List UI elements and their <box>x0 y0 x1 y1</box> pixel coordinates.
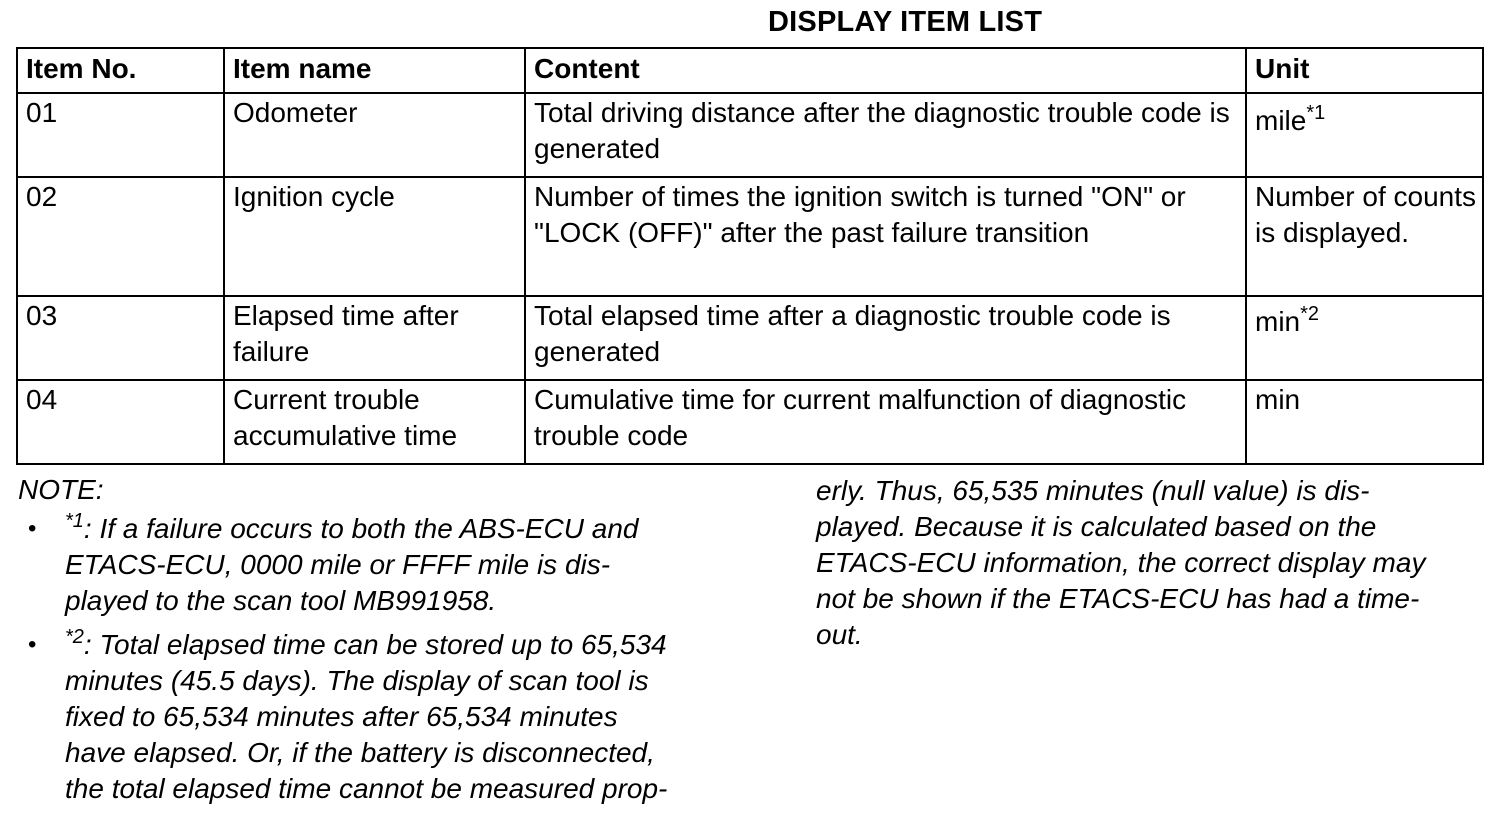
table-row <box>17 296 1483 380</box>
note-item <box>26 627 746 807</box>
cell-item-name: Current trouble accumulative time <box>224 380 525 464</box>
display-item-table <box>16 47 1484 465</box>
cell-unit <box>1246 380 1483 464</box>
footnote-marker: *2 <box>65 626 84 648</box>
bullet-icon: • <box>28 631 37 658</box>
footnote-marker: *1 <box>65 510 84 532</box>
cell-unit <box>1246 93 1483 177</box>
cell-item-no: 03 <box>17 296 224 380</box>
cell-item-name: Ignition cycle <box>224 177 525 296</box>
note-heading: NOTE: <box>18 474 104 505</box>
cell-item-name: Elapsed time after failure <box>224 296 525 380</box>
cell-unit <box>1246 296 1483 380</box>
bullet-icon: • <box>28 515 37 542</box>
note-line: minutes (45.5 days). The display of scan tool is <box>65 665 649 696</box>
footnote-ref: *2 <box>1300 303 1320 325</box>
cell-item-name: Odometer <box>224 93 525 177</box>
note-line: have elapsed. Or, if the battery is disconnected, <box>65 737 655 768</box>
cell-item-no: 01 <box>17 93 224 177</box>
cell-unit <box>1246 177 1483 296</box>
note-line: fixed to 65,534 minutes after 65,534 minutes <box>65 701 618 732</box>
note-line: not be shown if the ETACS-ECU has had a time- <box>816 583 1420 614</box>
table-row <box>17 93 1483 177</box>
note-continuation <box>816 473 1486 653</box>
cell-item-no: 02 <box>17 177 224 296</box>
unit-text: min <box>1255 384 1301 415</box>
unit-text: min <box>1255 306 1301 337</box>
unit-text: mile <box>1255 105 1307 136</box>
note-item <box>26 511 746 619</box>
note-line: the total elapsed time cannot be measured prop- <box>65 773 668 804</box>
footnote-ref: *1 <box>1306 102 1326 124</box>
note-line <box>65 627 746 663</box>
note-line: played. Because it is calculated based on the <box>816 511 1377 542</box>
note-text: : Total elapsed time can be stored up to 65,534 <box>83 629 667 660</box>
table-header-row <box>17 48 1483 93</box>
table-row <box>17 177 1483 296</box>
note-text: : If a failure occurs to both the ABS-ECU and <box>83 513 639 544</box>
table-row <box>17 380 1483 464</box>
note-line <box>65 511 746 547</box>
header-item-name: Item name <box>224 48 525 93</box>
cell-content: Total driving distance after the diagnostic trouble code is generated <box>525 93 1246 177</box>
unit-text: Number of counts is displayed. <box>1255 181 1476 248</box>
note-list <box>26 511 746 815</box>
note-line: ETACS-ECU information, the correct display may <box>816 547 1426 578</box>
note-line: erly. Thus, 65,535 minutes (null value) is dis- <box>816 475 1370 506</box>
note-line: played to the scan tool MB991958. <box>65 585 497 616</box>
note-line: ETACS-ECU, 0000 mile or FFFF mile is dis- <box>65 549 611 580</box>
cell-content: Cumulative time for current malfunction of diagnostic trouble code <box>525 380 1246 464</box>
note-line: out. <box>816 619 863 650</box>
cell-content: Number of times the ignition switch is turned "ON" or "LOCK (OFF)" after the past failure transition <box>525 177 1246 296</box>
cell-content: Total elapsed time after a diagnostic trouble code is generated <box>525 296 1246 380</box>
page-title: DISPLAY ITEM LIST <box>768 6 1043 38</box>
header-item-no: Item No. <box>17 48 224 93</box>
header-content: Content <box>525 48 1246 93</box>
cell-item-no: 04 <box>17 380 224 464</box>
header-unit: Unit <box>1246 48 1483 93</box>
